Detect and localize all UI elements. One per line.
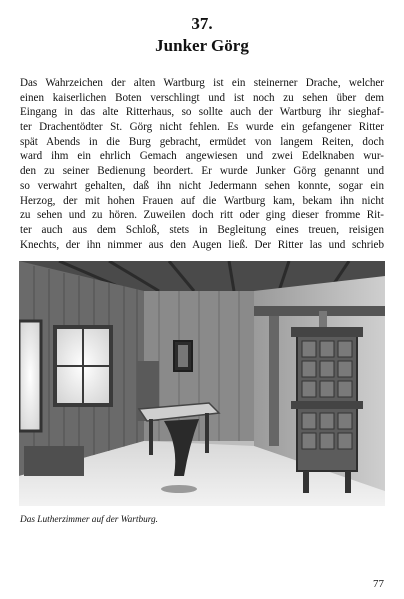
text-line: Herzog, der mit hohen Frauen auf die Wartburg kam, bekam ihn nicht (20, 194, 384, 207)
text-line: einen kaiserlichen Boten verschlingt und ist noch zu sehen über dem (20, 91, 384, 104)
text-line: Das Wahrzeichen der alten Wartburg ist ein steinerner Drache, welcher (20, 77, 384, 89)
text-line: ward ihm ein ehrlich Gemach angewiesen und zwei Edelknaben wur- (20, 150, 384, 163)
text-line: den zu seiner Bedienung beordert. Er wurde Junker Görg genannt und (20, 165, 384, 178)
text-line: spät Abends in die Burg gebracht, ermüdet von langem Reiten, doch (20, 135, 384, 148)
text-line: ter Drachentödter St. Görg nicht fehlen. Es wurde ein gefangener Ritter (20, 121, 384, 134)
text-line: Eingang in das alte Ritterhaus, so sollte auch der Wartburg ihr sieghaf- (20, 106, 384, 119)
text-line: zu sehen und zu hören. Zuweilen doch ritt oder ging dieser fromme Rit- (20, 209, 384, 222)
chapter-title: Junker Görg (155, 36, 249, 55)
chapter-number: 37. (191, 14, 213, 33)
page-number: 77 (373, 578, 384, 590)
window-left-edge (19, 321, 41, 431)
figure-caption: Das Lutherzimmer auf der Wartburg. (20, 515, 159, 525)
text-line: Knechts, der ihn nimmer aus den Augen ließ. Der Ritter las und schrieb (20, 238, 384, 251)
tiled-stove (291, 327, 363, 493)
text-line: so verwahrt gehalten, daß ihn nicht Jedermann sehen konnte, sogar ein (20, 179, 384, 192)
body-paragraph (20, 76, 384, 252)
photo-illustration (19, 261, 385, 506)
text-line: ter auch aus dem Schloß, stets in Begleitung eines treuen, reisigen (20, 223, 384, 236)
bench (24, 446, 84, 476)
luther-room-photo (19, 261, 385, 506)
